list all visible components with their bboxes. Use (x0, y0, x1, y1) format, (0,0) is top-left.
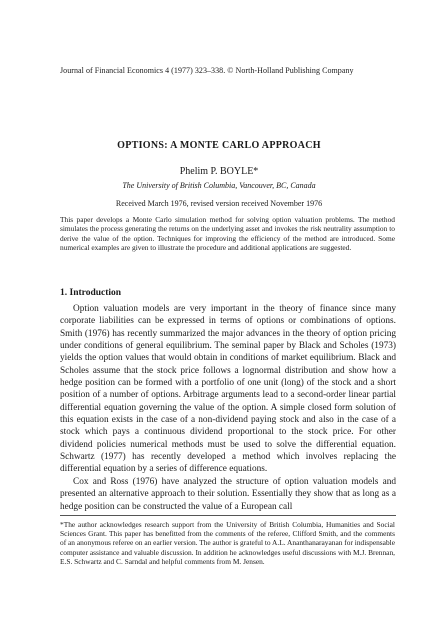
abstract: This paper develops a Monte Carlo simulation method for solving option valuation problems. The method simulates the process generating the returns on the underlying asset and invokes the risk neutrality assumption to derive the value of the option. Techniques for improving the efficiency of the method are introduced. Some numerical examples are given to illustrate the procedure and additional applications are suggested. (60, 215, 395, 252)
body-paragraph-1: Option valuation models are very important in the theory of finance since many corporate liabilities can be expressed in terms of options or combinations of options. Smith (1976) has recently summarized the major advances in the theory of option pricing under conditions of general equilibrium. The seminal paper by Black and Scholes (1973) yields the option values that would obtain in conditions of market equilibrium. Black and Scholes assume that the stock price follows a lognormal distribution and show how a hedge position can be formed with a portfolio of one unit (long) of the stock and a short position of a number of options. Arbitrage arguments lead to a second-order linear partial differential equation governing the value of the option. A simple closed form solution of this equation exists in the case of a non-dividend paying stock and also in the case of a stock which pays a continuous dividend proportional to the stock price. For other dividend policies numerical methods must be used to solve the differential equation. Schwartz (1977) has recently developed a method which involves replacing the differential equation by a series of difference equations. (60, 304, 396, 475)
section-heading: 1. Introduction (60, 288, 122, 298)
section-body (60, 303, 396, 513)
footnote-divider (60, 515, 396, 516)
author-name: Phelim P. BOYLE* (179, 166, 259, 177)
footnote (60, 520, 395, 566)
article-title: OPTIONS: A MONTE CARLO APPROACH (117, 140, 321, 151)
footnote-text: *The author acknowledges research support from the University of British Columbia, Humanities and Social Sciences Grant. This paper has benefitted from the comments of the referee, Clifford Smith, and the comments of an anonymous referee on an earlier version. The author is grateful to A.L. Ananthanarayanan for indispensable computer assistance and valuable discussion. In addition he acknowledges useful discussions with M.J. Brennan, E.S. Schwartz and C. Sarndal and helpful comments from M. Jensen. (60, 520, 395, 566)
received-dates: Received March 1976, revised version received November 1976 (115, 199, 323, 208)
author-affiliation: The University of British Columbia, Vancouver, BC, Canada (122, 181, 316, 190)
journal-citation: Journal of Financial Economics 4 (1977) 323–338. © North-Holland Publishing Company (60, 66, 354, 75)
body-paragraph-2: Cox and Ross (1976) have analyzed the structure of option valuation models and presented an alternative approach to their solution. Essentially they show that as long as a hedge position can be constructed the value of a European call (60, 476, 396, 512)
